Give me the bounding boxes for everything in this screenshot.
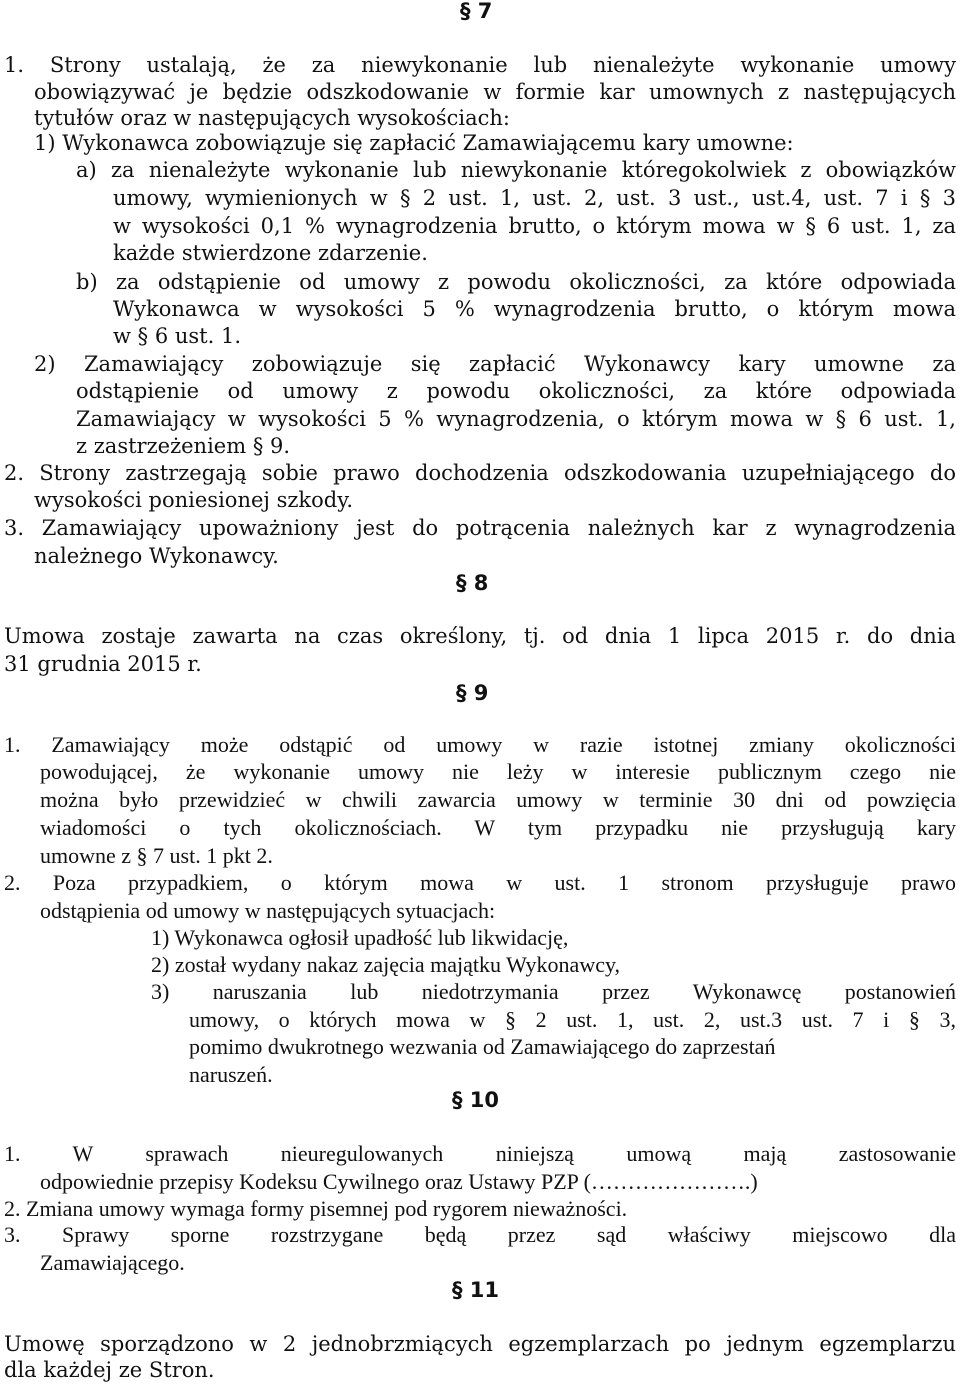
- list-item: 3. Sprawy sporne rozstrzygane będą przez sąd właściwy miejscowo dla: [4, 1222, 956, 1247]
- paragraph-line: Umowę sporządzono w 2 jednobrzmiących egzemplarzach po jednym egzemplarzu: [4, 1332, 956, 1356]
- section-heading-7: § 7: [460, 0, 493, 23]
- paragraph-line: wiadomości o tych okolicznościach. W tym przypadku nie przysługują kary: [40, 815, 956, 840]
- paragraph-line: naruszeń.: [189, 1062, 273, 1087]
- paragraph-line: z zastrzeżeniem § 9.: [76, 434, 291, 458]
- section-heading-10: § 10: [452, 1088, 500, 1112]
- list-item: 3) naruszania lub niedotrzymania przez Wykonawcę postanowień: [151, 979, 956, 1004]
- list-item: b) za odstąpienie od umowy z powodu okoliczności, za które odpowiada: [76, 270, 956, 294]
- paragraph-line: tytułów oraz w następujących wysokościach:: [34, 106, 510, 130]
- paragraph-line: 1. Strony ustalają, że za niewykonanie lub nienależyte wykonanie umowy: [4, 53, 956, 77]
- list-item: 2) Zamawiający zobowiązuje się zapłacić Wykonawcy kary umowne za: [34, 352, 956, 376]
- list-item: 2) został wydany nakaz zajęcia majątku Wykonawcy,: [151, 952, 621, 977]
- paragraph-line: powodującej, że wykonanie umowy nie leży w interesie publicznym czego nie: [40, 759, 956, 784]
- section-heading-8: § 8: [456, 571, 489, 595]
- paragraph-line: odstąpienie od umowy z powodu okoliczności, za które odpowiada: [76, 379, 956, 403]
- list-item: 2. Poza przypadkiem, o którym mowa w ust. 1 stronom przysługuje prawo: [4, 870, 956, 895]
- paragraph-line: Wykonawca w wysokości 5 % wynagrodzenia brutto, o którym mowa: [113, 297, 956, 321]
- paragraph-line: 31 grudnia 2015 r.: [4, 652, 202, 676]
- paragraph-line: odstąpienia od umowy w następujących sytuacjach:: [40, 898, 496, 923]
- paragraph-line: należnego Wykonawcy.: [34, 544, 279, 568]
- paragraph-line: umowy, wymienionych w § 2 ust. 1, ust. 2, ust. 3 ust., ust.4, ust. 7 i § 3: [113, 186, 956, 210]
- paragraph-line: Zamawiającego.: [40, 1250, 185, 1275]
- paragraph-line: pomimo dwukrotnego wezwania od Zamawiającego do zaprzestań: [189, 1034, 776, 1059]
- list-item: 1. Zamawiający może odstąpić od umowy w razie istotnej zmiany okoliczności: [4, 732, 956, 757]
- list-item: 1) Wykonawca zobowiązuje się zapłacić Zamawiającemu kary umowne:: [34, 131, 794, 155]
- list-item: 3. Zamawiający upoważniony jest do potrącenia należnych kar z wynagrodzenia: [4, 516, 956, 540]
- paragraph-line: wysokości poniesionej szkody.: [34, 488, 353, 512]
- paragraph-line: Zamawiający w wysokości 5 % wynagrodzenia, o którym mowa w § 6 ust. 1,: [76, 407, 956, 431]
- paragraph-line: umowy, o których mowa w § 2 ust. 1, ust. 2, ust.3 ust. 7 i § 3,: [189, 1007, 956, 1032]
- list-item: a) za nienależyte wykonanie lub niewykonanie któregokolwiek z obowiązków: [76, 158, 956, 182]
- list-item: 1. W sprawach nieuregulowanych niniejszą umową mają zastosowanie: [4, 1141, 956, 1166]
- list-item: 2. Strony zastrzegają sobie prawo dochodzenia odszkodowania uzupełniającego do: [4, 461, 956, 485]
- paragraph-line: obowiązywać je będzie odszkodowanie w formie kar umownych z następujących: [34, 80, 956, 104]
- list-item: 2. Zmiana umowy wymaga formy pisemnej pod rygorem nieważności.: [4, 1196, 628, 1221]
- paragraph-line: w § 6 ust. 1.: [113, 324, 241, 348]
- paragraph-line: Umowa zostaje zawarta na czas określony, tj. od dnia 1 lipca 2015 r. do dnia: [4, 624, 956, 648]
- section-heading-9: § 9: [456, 681, 489, 705]
- paragraph-line: każde stwierdzone zdarzenie.: [113, 241, 428, 265]
- paragraph-line: odpowiednie przepisy Kodeksu Cywilnego oraz Ustawy PZP (………………….): [40, 1169, 758, 1194]
- paragraph-line: dla każdej ze Stron.: [4, 1358, 215, 1382]
- paragraph-line: w wysokości 0,1 % wynagrodzenia brutto, o którym mowa w § 6 ust. 1, za: [113, 214, 956, 238]
- list-item: 1) Wykonawca ogłosił upadłość lub likwidację,: [151, 925, 569, 950]
- paragraph-line: umowne z § 7 ust. 1 pkt 2.: [40, 843, 273, 868]
- paragraph-line: można było przewidzieć w chwili zawarcia umowy w terminie 30 dni od powzięcia: [40, 787, 956, 812]
- section-heading-11: § 11: [452, 1278, 500, 1302]
